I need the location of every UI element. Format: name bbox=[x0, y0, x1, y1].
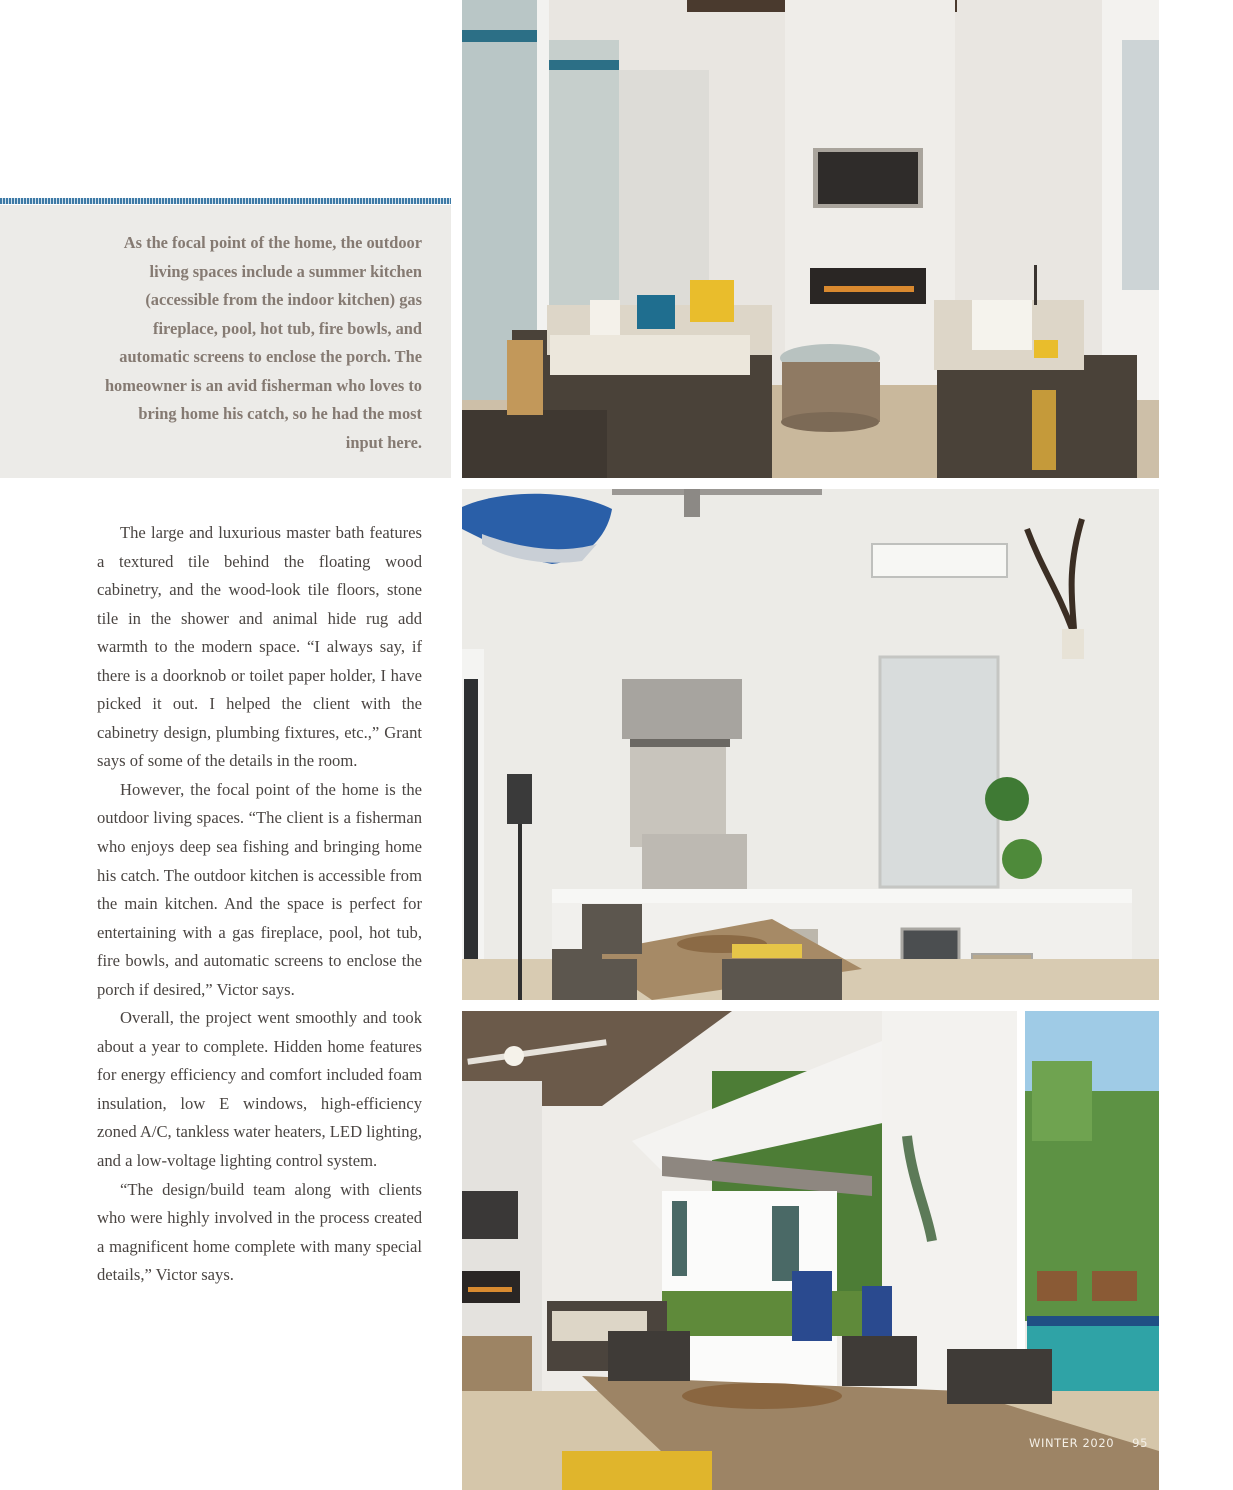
pull-quote-text: As the focal point of the home, the outdoor living spaces include a summer kitchen (accessible from the indoor kitchen) gas fireplace, pool, hot tub, fire bowls, and automatic screens to enclose the porch. The homeowner is an avid fisherman who loves to bring home his catch, so he had the most input here. bbox=[104, 233, 422, 452]
photo-outdoor-dining-pool bbox=[462, 1011, 1159, 1490]
article-paragraph: The large and luxurious master bath features a textured tile behind the floating wood cabinetry, and the wood-look tile floors, stone tile in the shower and animal hide rug add warmth to the modern space. “I always say, if there is a doorknob or toilet paper holder, I have picked it out. I helped the client with the cabinetry design, plumbing fixtures, etc.,” Grant says of some of the details in the room. bbox=[97, 523, 422, 771]
article-body bbox=[97, 519, 422, 1290]
photo-covered-porch-fireplace bbox=[462, 0, 1159, 478]
article-paragraph: “The design/build team along with clients who were highly involved in the process created a magnificent home complete with many special details,” Victor says. bbox=[97, 1179, 422, 1285]
page-number: 95 bbox=[1132, 1436, 1149, 1450]
pull-quote-rule bbox=[0, 198, 451, 204]
porch-fireplace-image bbox=[462, 0, 1159, 478]
photo-outdoor-kitchen bbox=[462, 489, 1159, 1000]
outdoor-kitchen-image bbox=[462, 489, 1159, 1000]
article-paragraph: However, the focal point of the home is the outdoor living spaces. “The client is a fisherman who enjoys deep sea fishing and bringing home his catch. The outdoor kitchen is accessible from the main kitchen. And the space is perfect for entertaining with a gas fireplace, pool, hot tub, fire bowls, and automatic screens to enclose the porch if desired,” Victor says. bbox=[97, 779, 422, 999]
article-paragraph: Overall, the project went smoothly and took about a year to complete. Hidden home features for energy efficiency and comfort included foam insulation, low E windows, high-efficiency zoned A/C, tankless water heaters, LED lighting, and a low-voltage lighting control system. bbox=[97, 1008, 422, 1171]
folio bbox=[1029, 1436, 1148, 1450]
folio-issue: WINTER 2020 bbox=[1029, 1436, 1115, 1450]
outdoor-dining-pool-image bbox=[462, 1011, 1159, 1490]
pull-quote-box bbox=[0, 205, 451, 478]
